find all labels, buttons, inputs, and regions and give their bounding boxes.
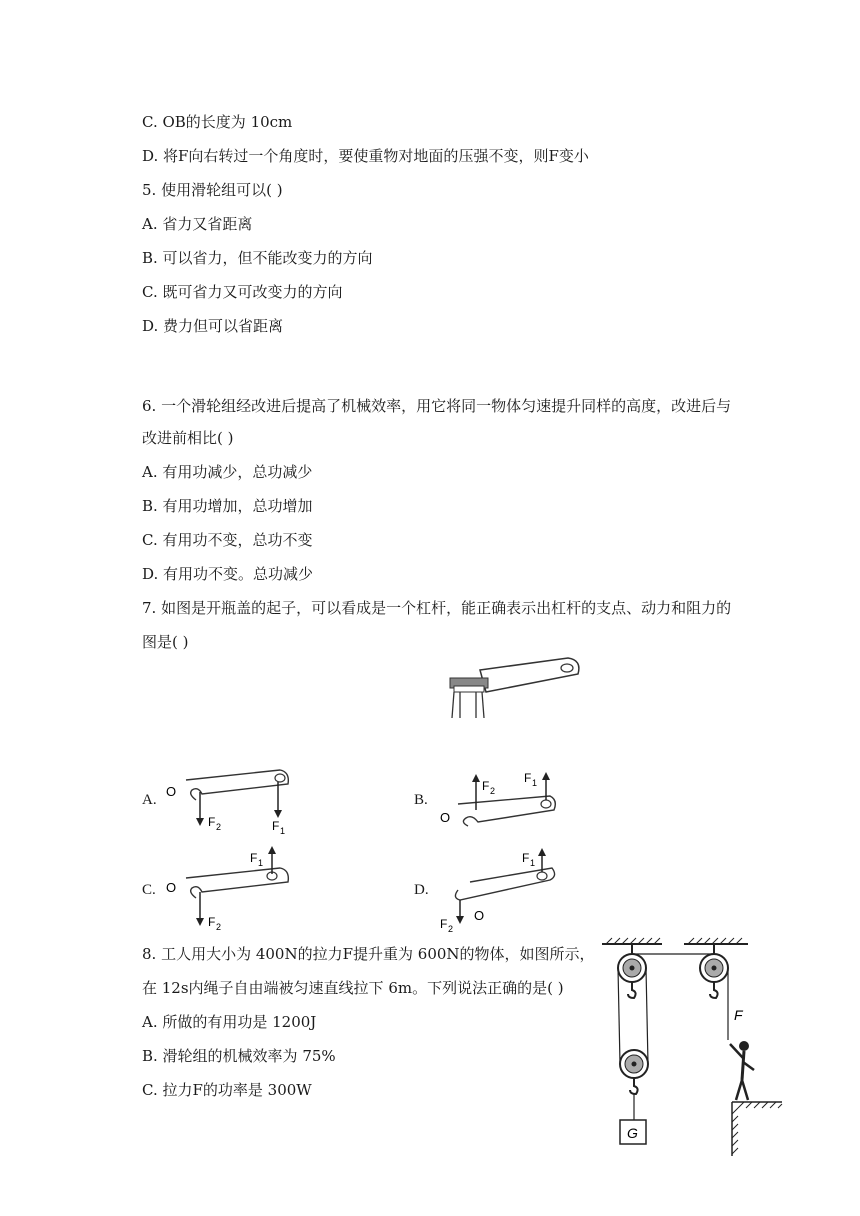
q8-option-a: A. 所做的有用功是 1200J: [142, 1013, 317, 1031]
q7-option-c-figure: [162, 842, 302, 932]
q5-option-a: A. 省力又省距离: [142, 215, 253, 233]
q6-option-a: A. 有用功减少，总功减少: [142, 463, 313, 481]
q7-option-c-label: C.: [142, 882, 156, 898]
svg-text:1: 1: [280, 826, 286, 836]
q8-stem-line2: 在 12s内绳子自由端被匀速直线拉下 6m。下列说法正确的是( ): [142, 979, 564, 997]
q8-stem-line1: 8. 工人用大小为 400N的拉力F提升重为 600N的物体，如图所示，: [142, 945, 595, 963]
q6-option-c: C. 有用功不变，总功不变: [142, 531, 313, 549]
q6-option-d: D. 有用功不变。总功减少: [142, 565, 314, 583]
q7-option-b-label: B.: [414, 792, 428, 808]
force-f2-label: F: [208, 815, 216, 829]
q5-option-c: C. 既可省力又可改变力的方向: [142, 283, 343, 301]
q7-stem-line1: 7. 如图是开瓶盖的起子，可以看成是一个杠杆，能正确表示出杠杆的支点、动力和阻力的: [142, 599, 732, 617]
q7-stem-line2: 图是( ): [142, 633, 189, 651]
svg-text:O: O: [440, 810, 451, 825]
fulcrum-label: O: [166, 784, 177, 799]
svg-text:F: F: [440, 917, 448, 931]
svg-text:2: 2: [448, 924, 454, 932]
q4-option-d: D. 将F向右转过一个角度时，要使重物对地面的压强不变，则F变小: [142, 147, 589, 165]
q6-stem-line2: 改进前相比( ): [142, 429, 234, 447]
force-f1-label: F: [272, 819, 280, 833]
svg-text:O: O: [166, 880, 177, 895]
svg-text:2: 2: [216, 822, 222, 832]
bottle-opener-figure: [440, 652, 590, 724]
svg-text:F: F: [524, 771, 532, 785]
svg-text:F: F: [250, 851, 258, 865]
q5-stem: 5. 使用滑轮组可以( ): [142, 181, 283, 199]
svg-text:O: O: [474, 908, 485, 923]
q7-option-d-label: D.: [414, 882, 429, 898]
q7-option-a-label: A.: [142, 792, 157, 808]
svg-text:1: 1: [530, 858, 536, 868]
q5-option-d: D. 费力但可以省距离: [142, 317, 284, 335]
pull-force-label: F: [734, 1007, 743, 1023]
svg-text:1: 1: [258, 858, 264, 868]
q4-option-c: C. OB的长度为 10cm: [142, 113, 293, 131]
pulley-system-figure: [598, 936, 786, 1160]
q5-option-b: B. 可以省力，但不能改变力的方向: [142, 249, 373, 267]
svg-text:2: 2: [490, 786, 496, 796]
q6-option-b: B. 有用功增加，总功增加: [142, 497, 313, 515]
q8-option-b: B. 滑轮组的机械效率为 75%: [142, 1047, 336, 1065]
q7-option-d-figure: [434, 846, 564, 932]
svg-text:F: F: [522, 851, 530, 865]
q8-option-c: C. 拉力F的功率是 300W: [142, 1081, 312, 1099]
svg-text:1: 1: [532, 778, 538, 788]
svg-text:F: F: [208, 915, 216, 929]
weight-label: G: [627, 1125, 638, 1141]
q7-option-a-figure: [162, 764, 302, 836]
svg-text:2: 2: [216, 922, 222, 932]
q6-stem-line1: 6. 一个滑轮组经改进后提高了机械效率，用它将同一物体匀速提升同样的高度，改进后与: [142, 397, 732, 415]
svg-text:F: F: [482, 779, 490, 793]
q7-option-b-figure: [434, 764, 564, 832]
